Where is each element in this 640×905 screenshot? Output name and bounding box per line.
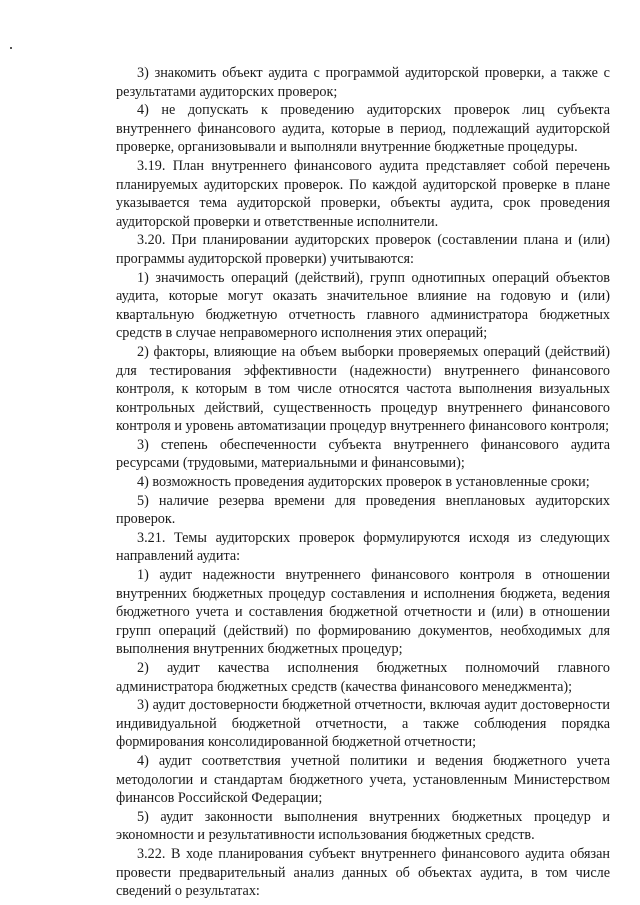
document-body (116, 64, 610, 901)
paragraph: 2) аудит качества исполнения бюджетных полномочий главного администратора бюджетных средств (качества финансового менеджмента); (116, 660, 610, 695)
paragraph: 3) знакомить объект аудита с программой аудиторской проверки, а также с результатами аудиторских проверок; (116, 65, 610, 100)
paragraph: 3.19. План внутреннего финансового аудита представляет собой перечень планируемых аудиторских проверок. По каждой аудиторской проверке в плане указывается тема аудиторской проверки, объекты аудита, срок проведения аудиторской проверки и ответственные исполнители. (116, 157, 610, 230)
paragraph: 1) значимость операций (действий), групп однотипных операций объектов аудита, которые могут оказать значительное влияние на годовую и (или) квартальную бюджетную отчетность главного администратора бюджетных средств в случае неправомерного исполнения этих операций; (116, 269, 610, 342)
paragraph: 3) степень обеспеченности субъекта внутреннего финансового аудита ресурсами (трудовыми, материальными и финансовыми); (116, 436, 610, 472)
paragraph: 5) наличие резерва времени для проведения внеплановых аудиторских проверок. (116, 492, 610, 528)
paragraph: 5) аудит законности выполнения внутренних бюджетных процедур и экономности и результативности использования бюджетных средств. (116, 808, 610, 844)
scan-speck (10, 47, 12, 49)
paragraph: 3.22. В ходе планирования субъект внутреннего финансового аудита обязан провести предварительный анализ данных об объектах аудита, в том числе сведений о результатах: (116, 845, 610, 900)
paragraph: 4) возможность проведения аудиторских проверок в установленные сроки; (137, 474, 590, 491)
paragraph: 4) не допускать к проведению аудиторских проверок лиц субъекта внутреннего финансового аудита, которые в период, подлежащий аудиторской проверке, организовывали и выполняли внутренние бюджетные процедуры. (116, 102, 610, 156)
paragraph: 1) аудит надежности внутреннего финансового контроля в отношении внутренних бюджетных процедур составления и исполнения бюджета, ведения бюджетного учета и составления бюджетной отчетности и (или) в отношении групп операций (действий) по формированию документов, необходимых для выполнения внутренних бюджетных процедур; (116, 567, 610, 658)
paragraph: 4) аудит соответствия учетной политики и ведения бюджетного учета методологии и стандартам бюджетного учета, установленным Министерством финансов Российской Федерации; (116, 752, 610, 807)
paragraph: 3) аудит достоверности бюджетной отчетности, включая аудит достоверности индивидуальной бюджетной отчетности, а также соблюдения порядка формирования консолидированной бюджетной отчетности; (116, 697, 610, 751)
paragraph: 3.20. При планировании аудиторских проверок (составлении плана и (или) программы аудиторской проверки) учитываются: (116, 232, 610, 267)
paragraph: 3.21. Темы аудиторских проверок формулируются исходя из следующих направлений аудита: (116, 529, 610, 565)
paragraph: 2) факторы, влияющие на объем выборки проверяемых операций (действий) для тестирования эффективности (надежности) внутреннего финансового контроля, к которым в том числе относятся частота выполнения визуальных контрольных действий, существенность процедур внутреннего финансового контроля и уровень автоматизации процедур внутреннего финансового контроля; (116, 343, 610, 435)
